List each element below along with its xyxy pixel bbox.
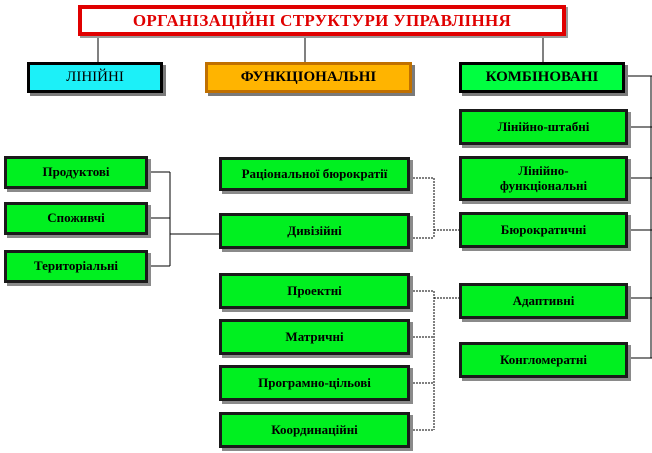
item-bureaucratic	[459, 212, 628, 248]
connector-adaptive-group	[410, 291, 460, 430]
item-conglomerate	[459, 342, 628, 378]
connector-combined-group	[625, 76, 652, 358]
item-coordination-label: Координаційні	[271, 421, 358, 437]
item-rational-bureaucracy	[219, 157, 410, 191]
item-line-staff	[459, 109, 628, 145]
item-program-target	[219, 365, 410, 401]
item-conglomerate-label: Конгломератні	[499, 351, 588, 367]
category-linear: ЛІНІЙНІ	[27, 62, 163, 93]
item-consumer	[4, 202, 148, 235]
category-functional: ФУНКЦІОНАЛЬНІ	[205, 62, 412, 93]
item-adaptive-label: Адаптивні	[512, 292, 575, 308]
item-rational-bureaucracy-label: Раціональної бюрократії	[241, 165, 388, 181]
item-adaptive	[459, 283, 628, 319]
connector-linear-group	[148, 172, 220, 266]
category-combined: КОМБІНОВАНІ	[459, 62, 625, 93]
item-divisional-label: Дивізійні	[287, 222, 342, 238]
item-coordination	[219, 412, 410, 448]
item-product-label: Продуктові	[42, 164, 110, 180]
item-consumer-label: Споживчі	[47, 210, 105, 226]
item-project	[219, 273, 410, 309]
item-line-functional	[459, 156, 628, 201]
item-line-staff-label: Лінійно-штабні	[497, 118, 590, 134]
connector-bureaucratic-group	[410, 178, 460, 238]
item-matrix	[219, 319, 410, 355]
item-divisional	[219, 213, 410, 249]
item-project-label: Проектні	[287, 282, 342, 298]
item-line-functional-label: Лінійно-функціональні	[499, 162, 588, 193]
item-territorial	[4, 250, 148, 283]
item-product	[4, 156, 148, 189]
item-territorial-label: Територіальні	[33, 258, 119, 274]
diagram-title: ОРГАНІЗАЦІЙНІ СТРУКТУРИ УПРАВЛІННЯ	[78, 5, 566, 36]
item-matrix-label: Матричні	[285, 328, 344, 344]
item-program-target-label: Програмно-цільові	[258, 374, 371, 390]
item-bureaucratic-label: Бюрократичні	[500, 221, 587, 237]
